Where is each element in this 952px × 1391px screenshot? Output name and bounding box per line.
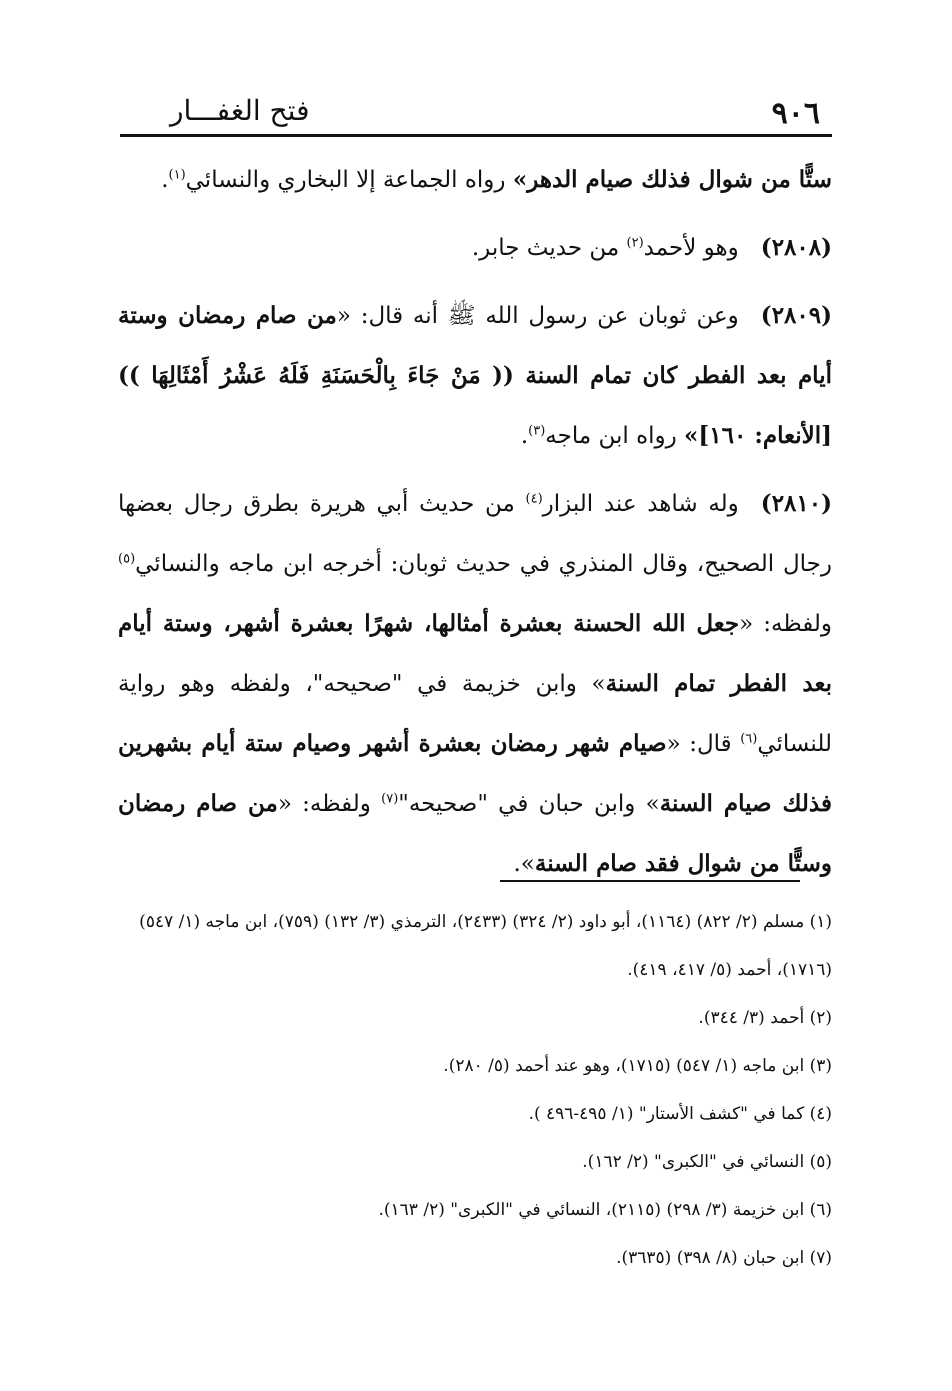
- paragraph-2808: [118, 218, 832, 278]
- hadith-number: (٢٨١٠): [760, 490, 832, 517]
- footnote-ref-3[interactable]: (٣): [528, 423, 546, 439]
- footnote-ref-1[interactable]: (١): [168, 167, 186, 183]
- footnote-ref-4[interactable]: (٤): [525, 491, 543, 507]
- punctuation: .: [520, 423, 529, 449]
- header-rule: [120, 134, 832, 137]
- hadith-number: (٢٨٠٨): [760, 234, 832, 261]
- narration-text: من حديث أبي هريرة بطرق رجال بعضها رجال الصحيح، وقال المنذري في حديث ثوبان: أخرجه ابن ماجه والنسائي: [118, 491, 832, 577]
- footnote-6: (٦) ابن خزيمة (٣/ ٢٩٨) (٢١١٥)، النسائي في "الكبرى" (٢/ ١٦٣).: [378, 1200, 832, 1220]
- hadith-quote: جعل الله الحسنة بعشرة أمثالها، شهرًا بعشرة أشهر، وستة أيام بعد الفطر تمام السنة: [118, 610, 832, 697]
- narration-text: » وابن خزيمة في "صحيحه"، ولفظه وهو رواية للنسائي: [118, 671, 832, 757]
- narration-text: قال: «: [666, 731, 741, 757]
- running-title: فتح الغفـــار: [170, 94, 310, 127]
- footnote-5: (٥) النسائي في "الكبرى" (٢/ ١٦٢).: [582, 1152, 832, 1172]
- paragraph-1: [118, 150, 832, 210]
- narration-text: » وابن حبان في "صحيحه": [398, 791, 660, 817]
- paragraph-2809: [118, 286, 832, 466]
- narration-text: ولفظه: «: [739, 611, 832, 637]
- narration-text: رواه ابن ماجه: [545, 423, 685, 449]
- footnote-ref-2[interactable]: (٢): [626, 235, 644, 251]
- footnote-separator: [500, 880, 800, 882]
- page-number: ٩٠٦: [771, 96, 820, 131]
- hadith-quote: صيام شهر رمضان بعشرة أشهر وصيام ستة أيام بشهرين فذلك صيام السنة: [118, 730, 832, 817]
- footnote-2: (٢) أحمد (٣/ ٣٤٤).: [698, 1008, 832, 1028]
- narration-text: وله شاهد عند البزار: [542, 491, 739, 517]
- footnote-4: (٤) كما في "كشف الأستار" (١/ ٤٩٥-٤٩٦ ).: [528, 1104, 832, 1124]
- footnotes: [118, 898, 832, 1282]
- hadith-quote: من صام رمضان وستًّا من شوال فقد صام السنة: [118, 790, 832, 877]
- footnote-1: (١) مسلم (٢/ ٨٢٢) (١١٦٤)، أبو داود (٢/ ٣٢٤) (٢٤٣٣)، الترمذي (٣/ ١٣٢) (٧٥٩)، ابن ماجه (١/ ٥٤٧) (١٧١٦)، أحمد (٥/ ٤١٧، ٤١٩).: [139, 912, 832, 980]
- hadith-quote: ستًّا من شوال فذلك صيام الدهر»: [512, 166, 832, 193]
- paragraph-2810: [118, 474, 832, 894]
- page-header: [120, 92, 832, 132]
- punctuation: ».: [513, 851, 535, 877]
- narration-text: وهو لأحمد: [643, 235, 739, 261]
- narration-text: ولفظه: «: [277, 791, 382, 817]
- main-text: [118, 150, 832, 894]
- footnote-ref-6[interactable]: (٦): [740, 731, 758, 747]
- narration-text: وعن ثوبان عن رسول الله ﷺ أنه قال: «: [336, 303, 739, 329]
- hadith-number: (٢٨٠٩): [760, 302, 832, 329]
- narration-text: من حديث جابر.: [471, 235, 627, 261]
- footnote-3: (٣) ابن ماجه (١/ ٥٤٧) (١٧١٥)، وهو عند أحمد (٥/ ٢٨٠).: [443, 1056, 832, 1076]
- footnote-7: (٧) ابن حبان (٨/ ٣٩٨) (٣٦٣٥).: [616, 1248, 832, 1268]
- footnote-ref-5[interactable]: (٥): [118, 551, 136, 567]
- hadith-quote: من صام رمضان وستة أيام بعد الفطر كان تمام السنة (( مَنْ جَاءَ بِالْحَسَنَةِ فَلَهُ عَشْرُ أَمْثَالِهَا ))[الأنعام: ١٦٠]»: [118, 302, 832, 449]
- footnote-ref-7[interactable]: (٧): [381, 791, 399, 807]
- narration-text: رواه الجماعة إلا البخاري والنسائي: [185, 167, 513, 193]
- punctuation: .: [161, 167, 169, 193]
